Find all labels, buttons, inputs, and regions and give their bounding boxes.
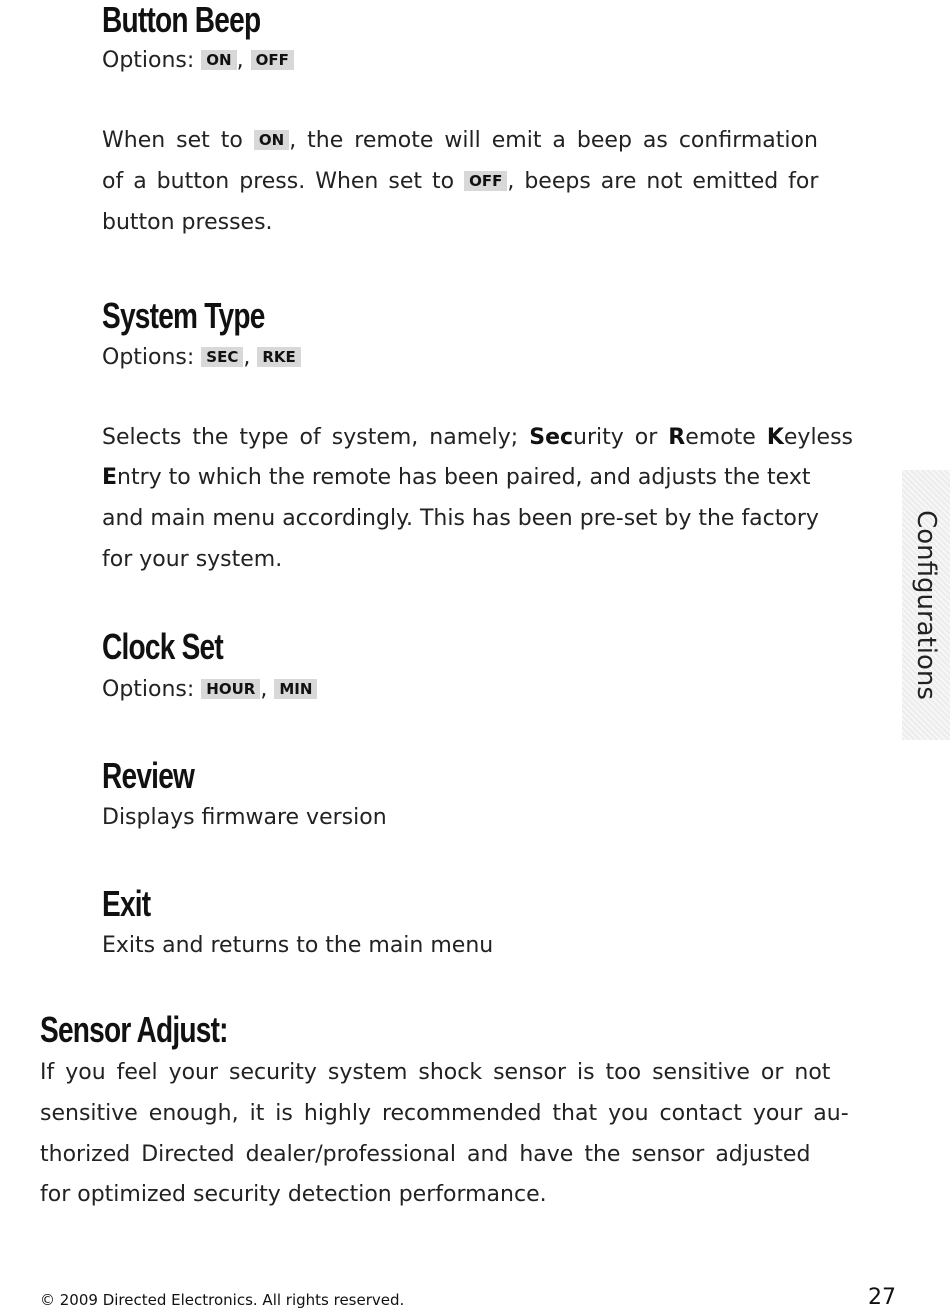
heading-exit: Exit — [102, 883, 151, 924]
text-span: urity or — [573, 425, 658, 450]
system-type-para-line-2 — [102, 463, 810, 493]
bold-letters: K — [766, 425, 784, 450]
page-number: 27 — [868, 1285, 896, 1310]
button-beep-para-line-3: button presses. — [102, 210, 273, 235]
option-separator: , — [260, 677, 268, 702]
heading-review: Review — [102, 755, 195, 796]
button-beep-para-line-1 — [102, 126, 818, 156]
text-span: Selects the type of system, namely; — [102, 425, 519, 450]
options-system-type — [102, 343, 301, 373]
heading-system-type: System Type — [102, 295, 265, 336]
text-span: emote — [685, 425, 756, 450]
option-chip-rke: RKE — [257, 347, 300, 367]
side-tab-label: Configurations — [911, 510, 941, 700]
options-clock-set — [102, 675, 317, 705]
system-type-para-line-4: for your system. — [102, 547, 283, 572]
sensor-adjust-para-line-2: sensitive enough, it is highly recommended that you contact your au- — [40, 1101, 849, 1126]
options-label: Options: — [102, 345, 195, 370]
option-chip-on: ON — [201, 50, 236, 70]
options-button-beep — [102, 46, 294, 76]
system-type-para-line-3: and main menu accordingly. This has been pre-set by the factory — [102, 506, 819, 531]
text-span: of a button press. When set to — [102, 169, 455, 194]
option-separator: , — [236, 48, 244, 73]
system-type-para-line-1 — [102, 423, 853, 453]
heading-sensor-adjust: Sensor Adjust: — [40, 1009, 228, 1050]
footer-copyright: © 2009 Directed Electronics. All rights reserved. — [40, 1291, 405, 1309]
text-span: When set to — [102, 128, 243, 153]
option-chip-off: OFF — [251, 50, 294, 70]
inline-chip-on: ON — [254, 130, 289, 150]
sensor-adjust-para-line-3: thorized Directed dealer/professional and have the sensor adjusted — [40, 1142, 811, 1167]
review-text: Displays firmware version — [102, 805, 387, 830]
heading-clock-set: Clock Set — [102, 626, 223, 667]
inline-chip-off: OFF — [464, 171, 507, 191]
option-separator: , — [243, 345, 251, 370]
options-label: Options: — [102, 677, 195, 702]
sensor-adjust-para-line-4: for optimized security detection performance. — [40, 1182, 547, 1207]
exit-text: Exits and returns to the main menu — [102, 933, 494, 958]
text-span: eyless — [783, 425, 854, 450]
bold-letters: Sec — [529, 425, 574, 450]
option-chip-hour: HOUR — [201, 679, 260, 699]
bold-letters: R — [668, 425, 686, 450]
text-span: ntry to which the remote has been paired, and adjusts the text — [117, 465, 811, 490]
text-span: , the remote will emit a beep as confirmation — [289, 128, 818, 153]
sensor-adjust-para-line-1: If you feel your security system shock sensor is too sensitive or not — [40, 1060, 831, 1085]
option-chip-min: MIN — [274, 679, 317, 699]
side-tab-configurations — [902, 470, 950, 740]
heading-button-beep: Button Beep — [102, 0, 261, 40]
text-span: , beeps are not emitted for — [507, 169, 819, 194]
option-chip-sec: SEC — [201, 347, 243, 367]
options-label: Options: — [102, 48, 195, 73]
bold-letters: E — [102, 465, 118, 490]
button-beep-para-line-2 — [102, 167, 818, 197]
